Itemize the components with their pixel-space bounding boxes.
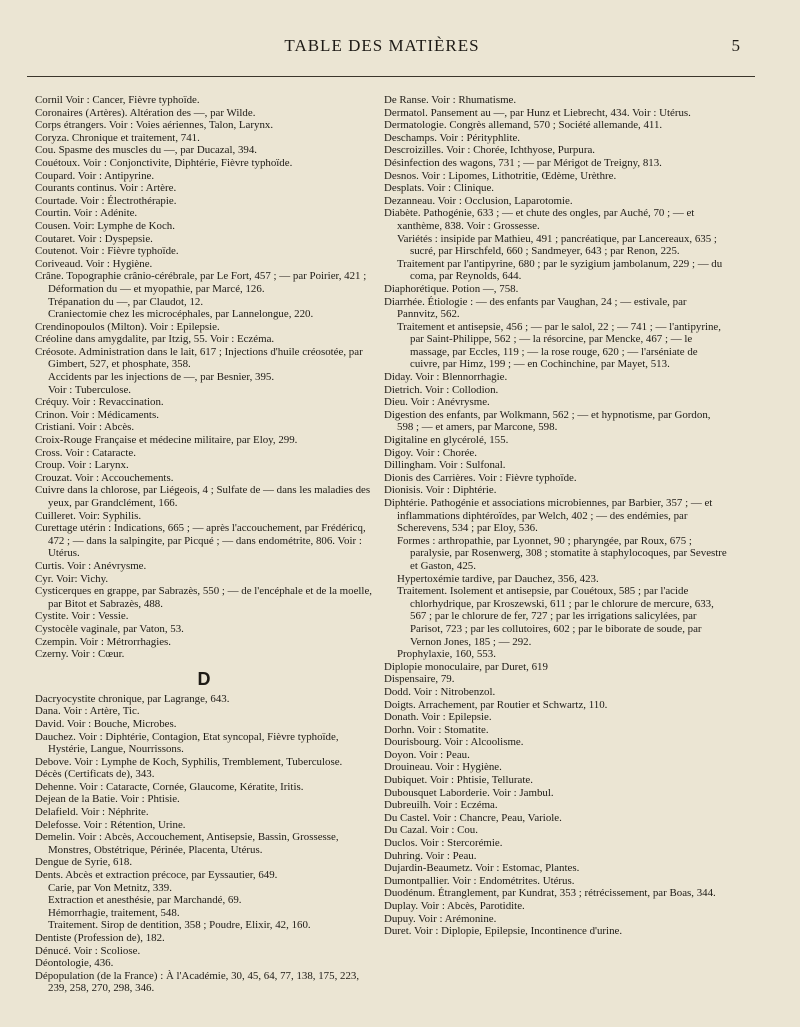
- index-entry: Cuivre dans la chlorose, par Liégeois, 4 ; Sulfate de — dans les maladies des yeux, par Grandclément, 166.: [35, 484, 371, 509]
- index-entry: Coriveaud. Voir : Hygiène.: [35, 257, 153, 270]
- index-entry: Dubreuilh. Voir : Eczéma.: [384, 799, 498, 812]
- index-subentry: Extraction et anesthésie, par Marchandé, 69.: [48, 894, 242, 907]
- index-entry: Dents. Abcès et extraction précoce, par Eyssautier, 649.: [35, 869, 278, 882]
- index-entry: Créoline dans amygdalite, par Itzig, 55. Voir : Eczéma.: [35, 333, 275, 346]
- index-entry: Dezanneau. Voir : Occlusion, Laparotomie.: [384, 194, 573, 207]
- index-subentry: Formes : arthropathie, par Lyonnet, 90 ; pharyngée, par Roux, 675 ; paralysie, par Rosenwerg, 308 ; stomatite à staphylocoques, par Sevestre et Gaston, 425.: [397, 534, 727, 572]
- index-entry: Digestion des enfants, par Wolkmann, 562 ; — et hypnotisme, par Gordon, 598 ; — et amers, par Marcone, 598.: [384, 408, 711, 434]
- index-entry: Cysticerques en grappe, par Sabrazès, 550 ; — de l'encéphale et de la moelle, par Bitot et Sabrazès, 488.: [35, 585, 373, 610]
- section-letter: D: [197, 668, 211, 689]
- index-entry: Dauchez. Voir : Diphtérie, Contagion, Etat syncopal, Fièvre typhoïde, Hystérie, Langue, Nourrissons.: [35, 730, 339, 756]
- index-entry: Coupard. Voir : Antipyrine.: [35, 169, 155, 182]
- index-subentry: Carie, par Von Metnitz, 339.: [48, 881, 172, 894]
- index-entry: Digitaline en glycérolé, 155.: [384, 434, 509, 447]
- index-entry: Curettage utérin : Indications, 665 ; — après l'accouchement, par Frédéricq, 472 ; — dans la salpingite, par Picqué ; — dans endométrite, 806. Voir : Utérus.: [35, 522, 366, 560]
- index-entry: Duhring. Voir : Peau.: [384, 849, 477, 862]
- index-entry: Dujardin-Beaumetz. Voir : Estomac, Plantes.: [384, 862, 580, 875]
- index-entry: Dionisis. Voir : Diphtérie.: [384, 484, 497, 497]
- index-entry: Courants continus. Voir : Artère.: [35, 182, 177, 195]
- index-entry: Cystocèle vaginale, par Vaton, 53.: [35, 622, 184, 635]
- index-entry: Du Cazal. Voir : Cou.: [384, 824, 478, 837]
- index-subentry: Prophylaxie, 160, 553.: [397, 648, 496, 661]
- index-entry: Diday. Voir : Blennorrhagie.: [384, 371, 508, 384]
- index-entry: Coutaret. Voir : Dyspepsie.: [35, 232, 153, 245]
- index-entry: Dejean de la Batie. Voir : Phtisie.: [35, 793, 180, 806]
- index-entry: Cristiani. Voir : Abcès.: [35, 421, 135, 434]
- index-entry: Coronaires (Artères). Altération des —, par Wilde.: [35, 106, 256, 119]
- index-entry: Croup. Voir : Larynx.: [35, 459, 129, 472]
- index-entry: Drouineau. Voir : Hygiène.: [384, 761, 502, 774]
- index-entry: Desplats. Voir : Clinique.: [384, 182, 495, 195]
- index-entry: Créquy. Voir : Revaccination.: [35, 396, 164, 409]
- index-subentry: Traitement et antisepsie, 456 ; — par le salol, 22 ; — 741 ; — l'antipyrine, par Saint-Philippe, 562 ; — la résorcine, par Mencke, 467 ; — le massage, par Eccles, 119 ; — la rose rouge, 620 ; — l'arséniate de cuivre, par Himz, 199 ; — en Cochinchine, par Mayet, 513.: [397, 320, 721, 371]
- index-entry: Deschamps. Voir : Pérityphlite.: [384, 131, 521, 144]
- index-entry: Duplay. Voir : Abcès, Parotidite.: [384, 900, 525, 912]
- index-entry: Dionis des Carrières. Voir : Fièvre typhoïde.: [384, 471, 577, 484]
- index-entry: Coutenot. Voir : Fièvre typhoïde.: [35, 245, 179, 258]
- header-rule: [27, 76, 755, 77]
- index-entry: Diphtérie. Pathogénie et associations microbiennes, par Barbier, 357 ; — et inflammations diphtéroïdes, par Welch, 402 ; — des endémies, par Scherevens, 534 ; par Eloy, 536.: [384, 497, 713, 535]
- index-entry: Dengue de Syrie, 618.: [35, 856, 133, 869]
- index-entry: Diaphorétique. Potion —, 758.: [384, 282, 519, 295]
- index-entry: Donath. Voir : Epilepsie.: [384, 711, 492, 724]
- page-header: [24, 36, 740, 60]
- index-subentry: Traitement. Isolement et antisepsie, par Couétoux, 585 ; par l'acide chlorhydrique, par Kroszewski, 611 ; par le chlorure de mercure, 633, 567 ; par le chlorure de fer, 727 ; par les irrigations salicylées, par Parisot, 723 ; par les collutoires, 602 ; par le biborate de soude, par Vernon Jones, 185 ; — 292.: [397, 585, 714, 648]
- index-entry: Cousen. Voir: Lymphe de Koch.: [35, 219, 175, 232]
- index-entry: Dumontpallier. Voir : Endométrites. Utérus.: [384, 874, 575, 887]
- index-entry: Crouzat. Voir : Accouchements.: [35, 471, 174, 484]
- index-entry: Diarrhée. Étiologie : — des enfants par Vaughan, 24 ; — estivale, par Pannvitz, 562.: [384, 295, 687, 321]
- index-entry: Dispensaire, 79.: [384, 673, 455, 686]
- right-column: [384, 94, 729, 938]
- index-entry: Desnos. Voir : Lipomes, Lithotritie, Œdème, Urèthre.: [384, 169, 617, 182]
- index-entry: Crinon. Voir : Médicaments.: [35, 408, 159, 421]
- left-column: [35, 94, 373, 995]
- index-subentry: Craniectomie chez les microcéphales, par Lannelongue, 220.: [48, 308, 314, 321]
- index-entry: Dupuy. Voir : Arémonine.: [384, 912, 497, 925]
- index-entry: Delafield. Voir : Néphrite.: [35, 806, 149, 819]
- index-entry: Du Castel. Voir : Chancre, Peau, Variole.: [384, 811, 562, 824]
- index-entry: Dietrich. Voir : Collodion.: [384, 383, 499, 396]
- index-entry: Czerny. Voir : Cœur.: [35, 648, 125, 661]
- index-entry: Doigts. Arrachement, par Routier et Schwartz, 110.: [384, 698, 608, 711]
- index-entry: Corps étrangers. Voir : Voies aériennes, Talon, Larynx.: [35, 119, 274, 132]
- index-entry: Dermatologie. Congrès allemand, 570 ; Société allemande, 411.: [384, 119, 663, 132]
- index-entry: Dubousquet Laborderie. Voir : Jambul.: [384, 786, 554, 799]
- index-entry: Duret. Voir : Diplopie, Epilepsie, Incontinence d'urine.: [384, 925, 623, 938]
- index-subentry: Hypertoxémie tardive, par Dauchez, 356, 423.: [397, 572, 599, 585]
- index-entry: Doyon. Voir : Peau.: [384, 748, 470, 761]
- index-subentry: Accidents par les injections de —, par Besnier, 395.: [48, 371, 275, 384]
- index-entry: Dillingham. Voir : Sulfonal.: [384, 459, 506, 472]
- index-entry: Dépopulation (de la France) : À l'Académie, 30, 45, 64, 77, 138, 175, 223, 239, 258, 270, 298, 346.: [35, 969, 360, 995]
- index-entry: Cuilleret. Voir: Syphilis.: [35, 509, 142, 522]
- index-entry: Couétoux. Voir : Conjonctivite, Diphtérie, Fièvre typhoïde.: [35, 156, 293, 169]
- index-entry: Diabète. Pathogénie, 633 ; — et chute des ongles, par Auché, 70 ; — et xanthème, 838. Voir : Grossesse.: [384, 207, 695, 232]
- index-entry: De Ranse. Voir : Rhumatisme.: [384, 94, 517, 106]
- index-subentry: Voir : Tuberculose.: [48, 383, 131, 396]
- index-entry: Cyr. Voir: Vichy.: [35, 572, 109, 585]
- index-entry: Dénucé. Voir : Scoliose.: [35, 944, 141, 957]
- index-entry: Dentiste (Profession de), 182.: [35, 932, 165, 944]
- running-title: TABLE DES MATIÈRES: [284, 36, 480, 55]
- index-entry: Cou. Spasme des muscles du —, par Ducazal, 394.: [35, 144, 258, 157]
- index-entry: Cross. Voir : Cataracte.: [35, 446, 136, 459]
- index-entry: Déontologie, 436.: [35, 957, 114, 970]
- index-entry: Créosote. Administration dans le lait, 617 ; Injections d'huile créosotée, par Gimbert, 527, et phosphate, 358.: [35, 345, 363, 371]
- index-subentry: Trépanation du —, par Claudot, 12.: [48, 295, 204, 308]
- index-entry: Diplopie monoculaire, par Duret, 619: [384, 660, 548, 673]
- index-entry: Debove. Voir : Lymphe de Koch, Syphilis, Tremblement, Tuberculose.: [35, 755, 343, 768]
- index-subentry: Traitement. Sirop de dentition, 358 ; Poudre, Elixir, 42, 160.: [48, 919, 311, 932]
- index-entry: Dieu. Voir : Anévrysme.: [384, 396, 490, 409]
- index-entry: Cornil Voir : Cancer, Fièvre typhoïde.: [35, 94, 200, 106]
- index-entry: Demelin. Voir : Abcès, Accouchement, Antisepsie, Bassin, Grossesse, Monstres, Obstétrique, Périnée, Placenta, Utérus.: [35, 831, 339, 856]
- index-entry: Descroizilles. Voir : Chorée, Ichthyose, Purpura.: [384, 144, 596, 157]
- index-entry: Delefosse. Voir : Rétention, Urine.: [35, 818, 186, 831]
- page-number: 5: [731, 36, 740, 55]
- index-subentry: Variétés : insipide par Mathieu, 491 ; pancréatique, par Lancereaux, 635 ; sucré, par Hirschfeld, 660 ; Sandmeyer, 643 ; par Renon, 225.: [397, 232, 717, 258]
- index-entry: Courtade. Voir : Électrothérapie.: [35, 194, 177, 207]
- index-entry: Dermatol. Pansement au —, par Hunz et Liebrecht, 434. Voir : Utérus.: [384, 106, 691, 119]
- index-entry: Duodénum. Étranglement, par Kundrat, 353 ; rétrécissement, par Boas, 344.: [384, 887, 716, 900]
- index-entry: Curtis. Voir : Anévrysme.: [35, 559, 147, 572]
- index-entry: Dana. Voir : Artère, Tic.: [35, 705, 140, 718]
- index-entry: Décès (Certificats de), 343.: [35, 768, 155, 781]
- index-entry: Crâne. Topographie crânio-cérébrale, par Le Fort, 457 ; — par Poirier, 421 ; Déformation du — et myopathie, par Marcé, 126.: [35, 270, 367, 295]
- index-entry: Crendinopoulos (Milton). Voir : Epilepsie.: [35, 320, 220, 333]
- index-entry: Dodd. Voir : Nitrobenzol.: [384, 685, 496, 698]
- index-entry: Dourisbourg. Voir : Alcoolisme.: [384, 736, 524, 749]
- index-entry: Désinfection des wagons, 731 ; — par Mérigot de Treigny, 813.: [384, 156, 662, 169]
- index-entry: Dehenne. Voir : Cataracte, Cornée, Glaucome, Kératite, Iritis.: [35, 780, 304, 793]
- index-entry: Coryza. Chronique et traitement, 741.: [35, 131, 200, 144]
- index-entry: Dacryocystite chronique, par Lagrange, 643.: [35, 692, 230, 705]
- index-entry: Dorhn. Voir : Stomatite.: [384, 723, 489, 736]
- index-entry: Dubiquet. Voir : Phtisie, Tellurate.: [384, 774, 533, 787]
- index-entry: David. Voir : Bouche, Microbes.: [35, 717, 177, 730]
- index-entry: Digoy. Voir : Chorée.: [384, 446, 477, 459]
- index-entry: Czempin. Voir : Métrorrhagies.: [35, 635, 172, 648]
- index-subentry: Traitement par l'antipyrine, 680 ; par le syzigium jambolanum, 229 ; — du coma, par Reynolds, 644.: [397, 257, 723, 283]
- index-entry: Cystite. Voir : Vessie.: [35, 610, 129, 623]
- index-entry: Croix-Rouge Française et médecine militaire, par Eloy, 299.: [35, 434, 298, 447]
- index-subentry: Hémorrhagie, traitement, 548.: [48, 906, 180, 919]
- index-entry: Duclos. Voir : Stercorémie.: [384, 837, 503, 850]
- index-entry: Courtin. Voir : Adénite.: [35, 207, 138, 220]
